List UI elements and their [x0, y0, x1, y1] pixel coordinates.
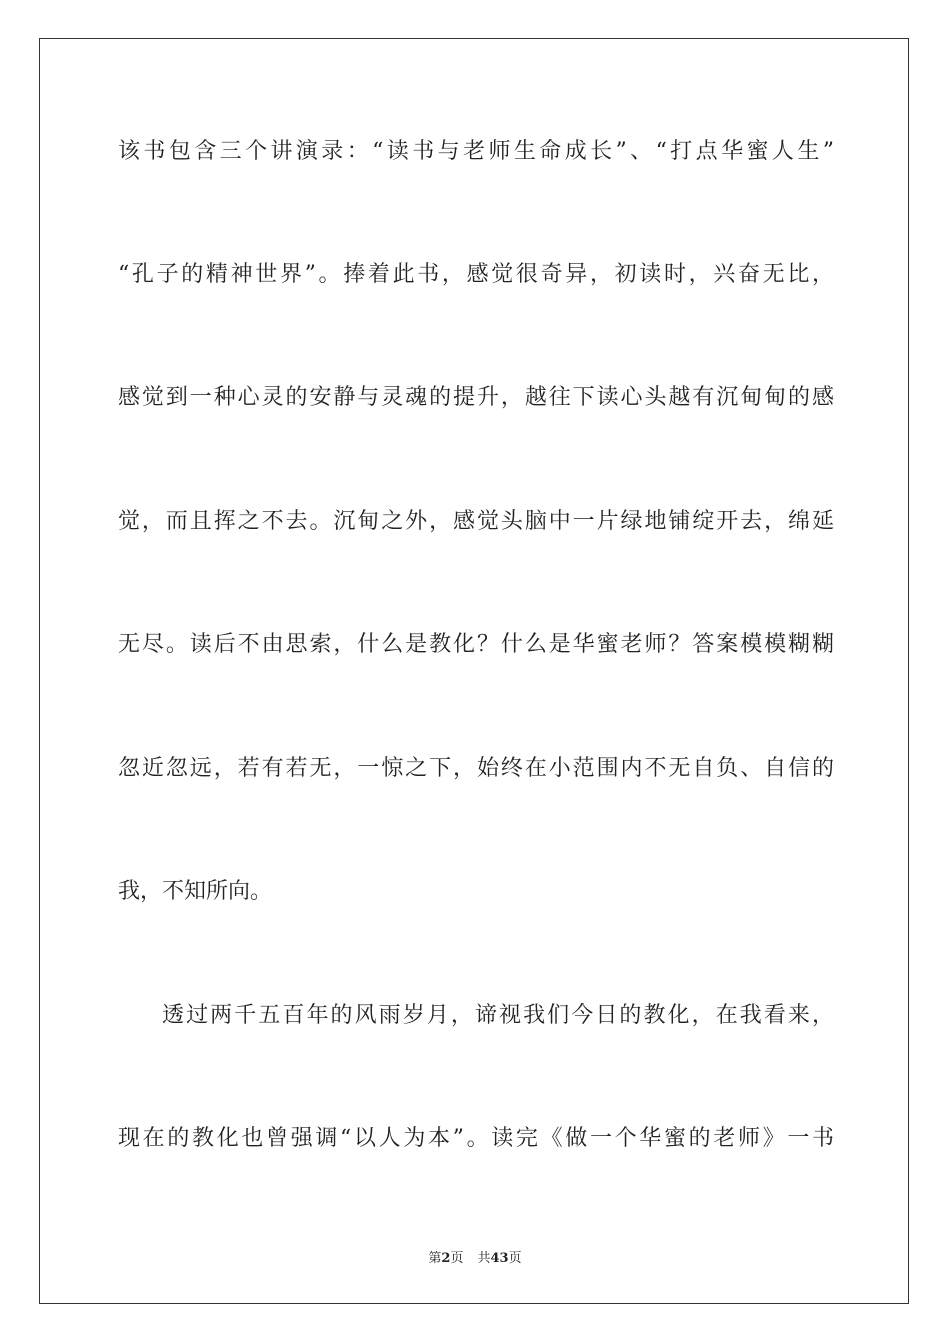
text-line: 该书包含三个讲演录：“读书与老师生命成长”、“打点华蜜人生”	[118, 139, 834, 164]
page-border	[39, 38, 909, 1304]
total-prefix: 共	[477, 1251, 491, 1266]
text-line: 感觉到一种心灵的安静与灵魂的提升，越往下读心头越有沉甸甸的感	[118, 385, 834, 410]
page-suffix: 页	[450, 1251, 464, 1266]
text-line: 觉，而且挥之不去。沉甸之外，感觉头脑中一片绿地铺绽开去，绵延	[118, 509, 834, 534]
text-line: 现在的教化也曾强调“以人为本”。读完《做一个华蜜的老师》一书	[118, 1126, 834, 1151]
total-suffix: 页	[508, 1251, 522, 1266]
text-line: 我，不知所向。	[118, 879, 273, 904]
page-number: 2	[441, 1251, 451, 1266]
total-pages: 43	[490, 1251, 509, 1266]
text-line: 忽近忽远，若有若无，一惊之下，始终在小范围内不无自负、自信的	[118, 756, 834, 781]
paragraph-first-line: 透过两千五百年的风雨岁月，谛视我们今日的教化，在我看来，	[162, 1003, 834, 1028]
text-line: 无尽。读后不由思索，什么是教化？什么是华蜜老师？答案模模糊糊	[118, 632, 834, 657]
page-footer	[0, 1247, 950, 1266]
page-prefix: 第	[428, 1251, 442, 1266]
text-line: “孔子的精神世界”。捧着此书，感觉很奇异，初读时，兴奋无比，	[118, 262, 834, 287]
